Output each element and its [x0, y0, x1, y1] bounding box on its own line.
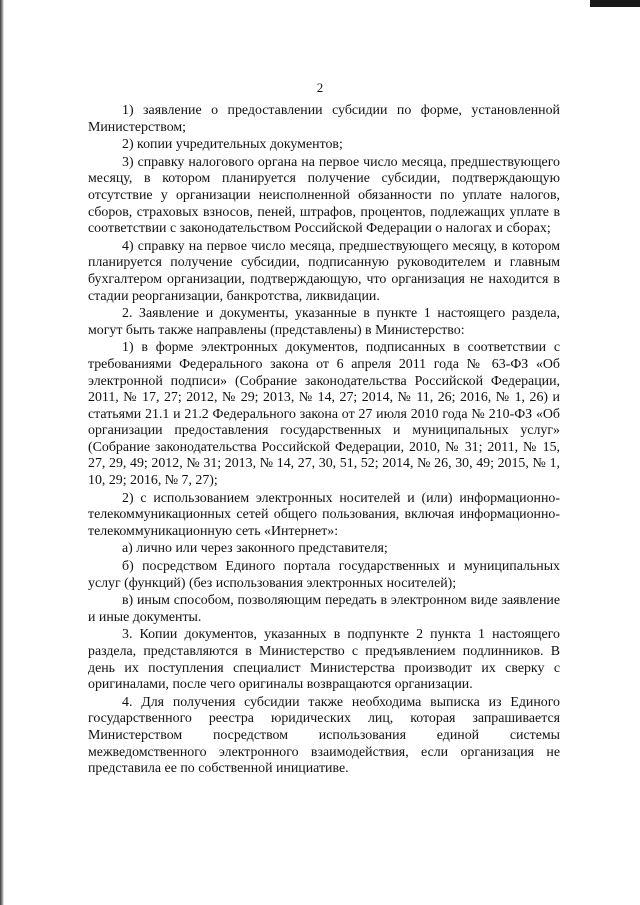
clause-2-item-2-networks: 2) с использованием электронных носителей и (или) информационно-телекоммуникационных сетей общего пользования, включая информационно-телекоммуникационную сеть «Интернет»:	[88, 490, 560, 539]
item-4-status-certificate: 4) справку на первое число месяца, предшествующего месяцу, в котором планируется получение субсидии, подписанную руководителем и главным бухгалтером организации, подтверждающую, что организация не находится в стадии реорганизации, банкротства, ликвидации.	[88, 238, 560, 304]
item-2-charter-copies: 2) копии учредительных документов;	[122, 137, 343, 153]
subitem-c-other: в) иным способом, позволяющим передать в электронном виде заявление и иные документы.	[88, 593, 560, 625]
item-3-tax-certificate: 3) справку налогового органа на первое число месяца, предшествующего месяцу, в котором планируется получение субсидии, подтверждающую отсутствие у организации неисполненной обязанности по уплате налогов, сборов, страховых взносов, пеней, штрафов, процентов, подлежащих уплате в соответствии с законодательством Российской Федерации о налогах и сборах;	[88, 154, 560, 237]
clause-2-submission: 2. Заявление и документы, указанные в пункте 1 настоящего раздела, могут быть также направлены (представлены) в Министерство:	[88, 306, 560, 338]
clause-2-item-1-electronic: 1) в форме электронных документов, подписанных в соответствии с требованиями Федерального закона от 6 апреля 2011 года № 63-ФЗ «Об электронной подписи» (Собрание законодательства Российской Федерации, 2011, № 17, 27; 2012, № 29; 2013, № 14, 27; 2014, № 11, 26; 2016, № 1, 26) и статьями 21.1 и 21.2 Федерального закона от 27 июля 2010 года № 210-ФЗ «Об организации предоставления государственных и муниципальных услуг» (Собрание законодательства Российской Федерации, 2010, № 31; 2011, № 15, 27, 29, 49; 2012, № 31; 2013, № 14, 27, 30, 51, 52; 2014, № 26, 30, 49; 2015, № 1, 10, 29; 2016, № 7, 27);	[88, 340, 560, 489]
clause-4-registry-extract: 4. Для получения субсидии также необходима выписка из Единого государственного реестра юридических лиц, которая запрашивается Министерством посредством использования единой системы межведомственного электронного взаимодействия, если организация не представила ее по собственной инициативе.	[88, 694, 560, 777]
document-body	[88, 103, 560, 778]
scan-top-right-mark	[590, 0, 640, 7]
subitem-a-in-person: а) лично или через законного представителя;	[122, 541, 388, 557]
item-1-application: 1) заявление о предоставлении субсидии по форме, установленной Министерством;	[88, 103, 560, 135]
page-number: 2	[316, 80, 324, 95]
clause-3-copies: 3. Копии документов, указанных в подпункте 2 пункта 1 настоящего раздела, представляются в Министерство с предъявлением подлинников. В день их поступления специалист Министерства производит их сверку с оригиналами, после чего оригиналы возвращаются организации.	[88, 627, 560, 693]
subitem-b-portal: б) посредством Единого портала государственных и муниципальных услуг (функций) (без использования электронных носителей);	[88, 559, 560, 591]
scan-left-edge	[0, 0, 4, 905]
